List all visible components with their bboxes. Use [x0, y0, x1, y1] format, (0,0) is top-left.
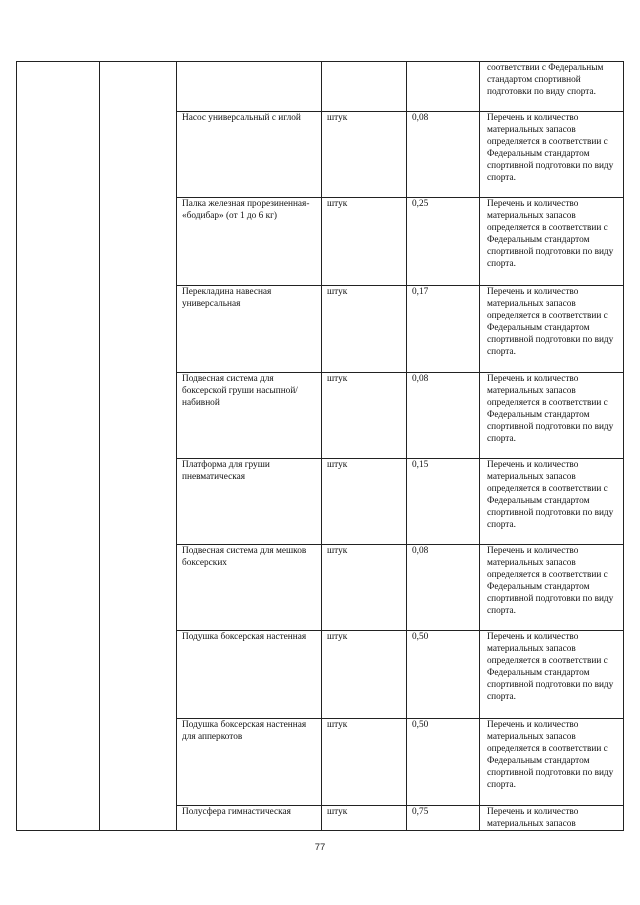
item-name-cell	[177, 806, 322, 831]
note-cell	[480, 545, 624, 631]
unit-cell-text: штук	[327, 199, 348, 209]
quantity-cell-text: 0,15	[412, 460, 429, 470]
note-cell-text: Перечень и количество материальных запасов определяется в соответствии с Федеральным стандартом спортивной подготовки по виду спорта.	[487, 546, 614, 616]
item-name-cell	[177, 545, 322, 631]
quantity-cell	[407, 373, 480, 459]
unit-cell-text: штук	[327, 460, 348, 470]
quantity-cell-text: 0,17	[412, 287, 429, 297]
unit-cell	[322, 545, 407, 631]
empty-category-cell	[100, 62, 177, 831]
unit-cell	[322, 198, 407, 286]
quantity-cell	[407, 806, 480, 831]
item-name-cell	[177, 373, 322, 459]
quantity-cell-text: 0,08	[412, 374, 429, 384]
item-name-cell-text: Подушка боксерская настенная для апперкотов	[182, 720, 307, 742]
quantity-cell	[407, 198, 480, 286]
quantity-cell	[407, 719, 480, 806]
item-name-cell-text: Палка железная прорезиненная- «бодибар» (от 1 до 6 кг)	[182, 199, 310, 221]
item-name-cell	[177, 719, 322, 806]
note-cell-text: Перечень и количество материальных запасов определяется в соответствии с Федеральным стандартом спортивной подготовки по виду спорта.	[487, 287, 614, 357]
unit-cell-text: штук	[327, 632, 348, 642]
note-cell	[480, 631, 624, 719]
quantity-cell	[407, 62, 480, 112]
quantity-cell	[407, 459, 480, 545]
note-cell-text: Перечень и количество материальных запасов определяется в соответствии с Федеральным стандартом спортивной подготовки по виду спорта.	[487, 460, 614, 530]
note-cell	[480, 806, 624, 831]
item-name-cell-text: Насос универсальный с иглой	[182, 113, 301, 123]
unit-cell-text: штук	[327, 807, 348, 817]
empty-number-cell	[17, 62, 100, 831]
quantity-cell-text: 0,25	[412, 199, 429, 209]
note-cell	[480, 112, 624, 198]
note-cell	[480, 459, 624, 545]
item-name-cell-text: Подвесная система для мешков боксерских	[182, 546, 307, 568]
item-name-cell	[177, 631, 322, 719]
note-cell	[480, 286, 624, 373]
note-cell	[480, 198, 624, 286]
item-name-cell-text: Платформа для груши пневматическая	[182, 460, 270, 482]
unit-cell	[322, 373, 407, 459]
unit-cell-text: штук	[327, 113, 348, 123]
unit-cell	[322, 719, 407, 806]
note-cell	[480, 373, 624, 459]
item-name-cell-text: Подвесная система для боксерской груши насыпной/набивной	[182, 374, 298, 408]
quantity-cell	[407, 631, 480, 719]
item-name-cell-text: Полусфера гимнастическая	[182, 807, 291, 817]
note-cell-text: Перечень и количество материальных запасов определяется в соответствии с Федеральным стандартом спортивной подготовки по виду спорта.	[487, 113, 614, 183]
unit-cell	[322, 286, 407, 373]
unit-cell-text: штук	[327, 374, 348, 384]
unit-cell	[322, 112, 407, 198]
unit-cell	[322, 459, 407, 545]
unit-cell	[322, 62, 407, 112]
quantity-cell-text: 0,08	[412, 113, 429, 123]
unit-cell-text: штук	[327, 546, 348, 556]
equipment-table	[16, 61, 624, 831]
note-cell	[480, 62, 624, 112]
item-name-cell	[177, 112, 322, 198]
item-name-cell	[177, 459, 322, 545]
unit-cell-text: штук	[327, 287, 348, 297]
item-name-cell-text: Подушка боксерская настенная	[182, 632, 307, 642]
note-cell-text: Перечень и количество материальных запасов	[487, 807, 579, 829]
page-number: 77	[314, 842, 326, 853]
unit-cell	[322, 631, 407, 719]
table-body	[17, 62, 624, 831]
quantity-cell	[407, 112, 480, 198]
item-name-cell-text: Перекладина навесная универсальная	[182, 287, 272, 309]
note-cell-text: Перечень и количество материальных запасов определяется в соответствии с Федеральным стандартом спортивной подготовки по виду спорта.	[487, 374, 614, 444]
quantity-cell-text: 0,08	[412, 546, 429, 556]
table-row	[17, 62, 624, 112]
quantity-cell-text: 0,50	[412, 632, 429, 642]
note-cell-text: Перечень и количество материальных запасов определяется в соответствии с Федеральным стандартом спортивной подготовки по виду спорта.	[487, 199, 614, 269]
unit-cell-text: штук	[327, 720, 348, 730]
item-name-cell	[177, 62, 322, 112]
quantity-cell-text: 0,50	[412, 720, 429, 730]
note-cell	[480, 719, 624, 806]
quantity-cell	[407, 545, 480, 631]
item-name-cell	[177, 286, 322, 373]
note-cell-text: Перечень и количество материальных запасов определяется в соответствии с Федеральным стандартом спортивной подготовки по виду спорта.	[487, 720, 614, 790]
quantity-cell	[407, 286, 480, 373]
item-name-cell	[177, 198, 322, 286]
unit-cell	[322, 806, 407, 831]
note-cell-text: Перечень и количество материальных запасов определяется в соответствии с Федеральным стандартом спортивной подготовки по виду спорта.	[487, 632, 614, 702]
quantity-cell-text: 0,75	[412, 807, 429, 817]
note-cell-text: соответствии с Федеральным стандартом спортивной подготовки по виду спорта.	[487, 63, 604, 97]
